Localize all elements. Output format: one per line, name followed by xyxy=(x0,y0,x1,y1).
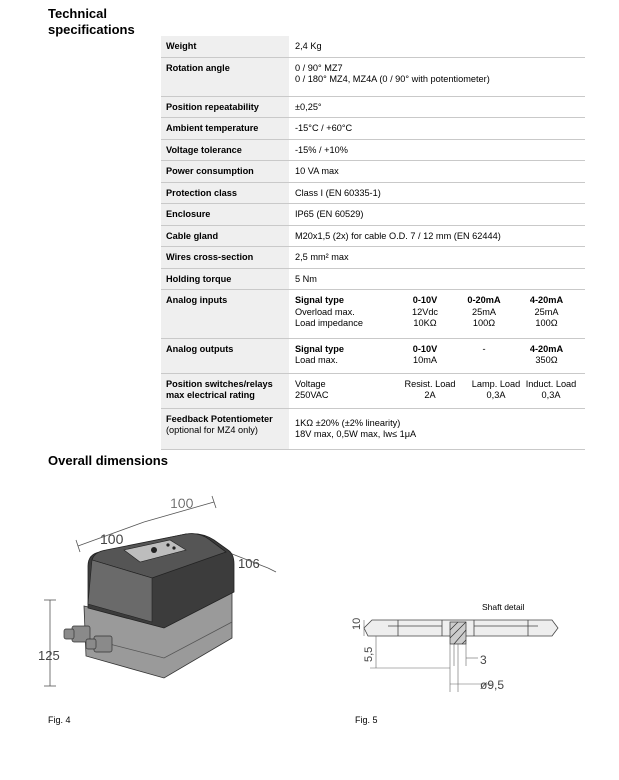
cell: Overload max. xyxy=(295,306,355,317)
spec-label xyxy=(161,373,289,408)
spec-label: Weight xyxy=(161,36,289,57)
cell: Resist. Load xyxy=(404,378,456,389)
switches-label2: max electrical rating xyxy=(166,390,255,400)
cell: 10mA xyxy=(412,355,437,365)
spec-row-rotation xyxy=(161,57,585,96)
spec-label: Enclosure xyxy=(161,204,289,226)
cell: Induct. Load xyxy=(525,378,577,389)
cell: 250VAC xyxy=(295,390,329,400)
spec-value xyxy=(289,338,585,373)
dim-side-label: 100 xyxy=(100,531,124,547)
cell: 25mA xyxy=(534,306,559,317)
spec-label: Cable gland xyxy=(161,225,289,247)
feedback-line2: 18V max, 0,5W max, Iw≤ 1μA xyxy=(295,429,417,439)
spec-label: Voltage tolerance xyxy=(161,139,289,161)
cell: - xyxy=(482,343,486,354)
rotation-line2: 0 / 180° MZ4, MZ4A (0 / 90° with potentiometer) xyxy=(295,74,490,84)
spec-label xyxy=(161,408,289,449)
cell: 0,3A xyxy=(541,390,561,400)
cell: Load max. xyxy=(295,355,338,365)
spec-row-feedback xyxy=(161,408,585,449)
cell: Lamp. Load xyxy=(471,378,521,389)
spec-value: -15% / +10% xyxy=(289,139,585,161)
shaft-detail-drawing xyxy=(342,596,572,698)
dim-diameter-label: ø9,5 xyxy=(480,678,505,692)
rotation-line1: 0 / 90° MZ7 xyxy=(295,62,343,73)
spec-row-switches xyxy=(161,373,585,408)
cell: 2A xyxy=(424,390,436,400)
shaft-detail-label: Shaft detail xyxy=(482,602,525,612)
cell: 4-20mA xyxy=(529,343,564,354)
cell: Load impedance xyxy=(295,318,363,328)
actuator-drawing xyxy=(36,488,296,688)
switches-label1: Position switches/relays xyxy=(166,378,273,389)
spec-row-power xyxy=(161,161,585,183)
spec-label: Position repeatability xyxy=(161,96,289,118)
spec-label: Power consumption xyxy=(161,161,289,183)
cell: 0-10V xyxy=(412,343,438,354)
cell: 25mA xyxy=(471,306,496,317)
cell: Voltage xyxy=(295,378,326,389)
dim-10-label: 10 xyxy=(351,617,363,630)
spec-value xyxy=(289,373,585,408)
cell: Signal type xyxy=(295,295,345,305)
spec-value: 10 VA max xyxy=(289,161,585,183)
spec-row-torque xyxy=(161,268,585,290)
analog-in-grid xyxy=(295,295,580,330)
spec-value xyxy=(289,290,585,339)
spec-row-weight xyxy=(161,36,585,57)
switches-grid xyxy=(295,379,580,402)
cell: 0,3A xyxy=(486,390,506,400)
spec-row-analog-inputs xyxy=(161,290,585,339)
cell: 4-20mA xyxy=(529,295,564,305)
spec-label: Rotation angle xyxy=(161,57,289,96)
spec-value: 2,4 Kg xyxy=(289,36,585,57)
spec-row-ambient xyxy=(161,118,585,140)
cell xyxy=(455,355,513,367)
spec-label: Analog inputs xyxy=(161,290,289,339)
spec-row-analog-outputs xyxy=(161,338,585,373)
feedback-label2: (optional for MZ4 only) xyxy=(166,425,258,435)
spec-value: -15°C / +60°C xyxy=(289,118,585,140)
dim-top-label: 100 xyxy=(170,495,194,511)
spec-heading-line1: Technical xyxy=(48,6,108,21)
cell: 100Ω xyxy=(472,318,496,328)
spec-row-enclosure xyxy=(161,204,585,226)
cell: 100Ω xyxy=(535,318,558,328)
dim-height-label: 125 xyxy=(38,648,60,663)
spec-value xyxy=(289,57,585,96)
spec-row-repeatability xyxy=(161,96,585,118)
spec-label: Ambient temperature xyxy=(161,118,289,140)
cell: 12Vdc xyxy=(411,306,439,317)
dim-depth-label: 106 xyxy=(238,556,260,571)
spec-table xyxy=(161,36,585,450)
spec-value: M20x1,5 (2x) for cable O.D. 7 / 12 mm (EN 62444) xyxy=(289,225,585,247)
cell: 10KΩ xyxy=(413,318,437,328)
cell: 350Ω xyxy=(535,355,558,365)
cell: 0-10V xyxy=(412,295,438,305)
spec-label: Holding torque xyxy=(161,268,289,290)
fig5-caption: Fig. 5 xyxy=(355,715,378,725)
spec-value: Class I (EN 60335-1) xyxy=(289,182,585,204)
spec-row-wires xyxy=(161,247,585,269)
fig4-caption: Fig. 4 xyxy=(48,715,71,725)
spec-label: Analog outputs xyxy=(161,338,289,373)
spec-row-gland xyxy=(161,225,585,247)
dim-3-label: 3 xyxy=(480,653,487,667)
feedback-line1: 1KΩ ±20% (±2% linearity) xyxy=(295,417,401,428)
spec-value: IP65 (EN 60529) xyxy=(289,204,585,226)
spec-value xyxy=(289,408,585,449)
spec-heading-line2: specifications xyxy=(48,22,135,37)
spec-value: 5 Nm xyxy=(289,268,585,290)
dimensions-title: Overall dimensions xyxy=(48,453,168,468)
spec-label: Protection class xyxy=(161,182,289,204)
spec-heading xyxy=(48,6,135,38)
spec-value: 2,5 mm² max xyxy=(289,247,585,269)
spec-row-protection xyxy=(161,182,585,204)
spec-row-voltage xyxy=(161,139,585,161)
cell: 0-20mA xyxy=(467,295,501,305)
spec-value: ±0,25° xyxy=(289,96,585,118)
dim-55-label: 5,5 xyxy=(363,646,375,662)
feedback-label1: Feedback Potentiometer xyxy=(166,413,273,424)
cell: Signal type xyxy=(295,343,345,354)
spec-label: Wires cross-section xyxy=(161,247,289,269)
analog-out-grid xyxy=(295,344,580,367)
